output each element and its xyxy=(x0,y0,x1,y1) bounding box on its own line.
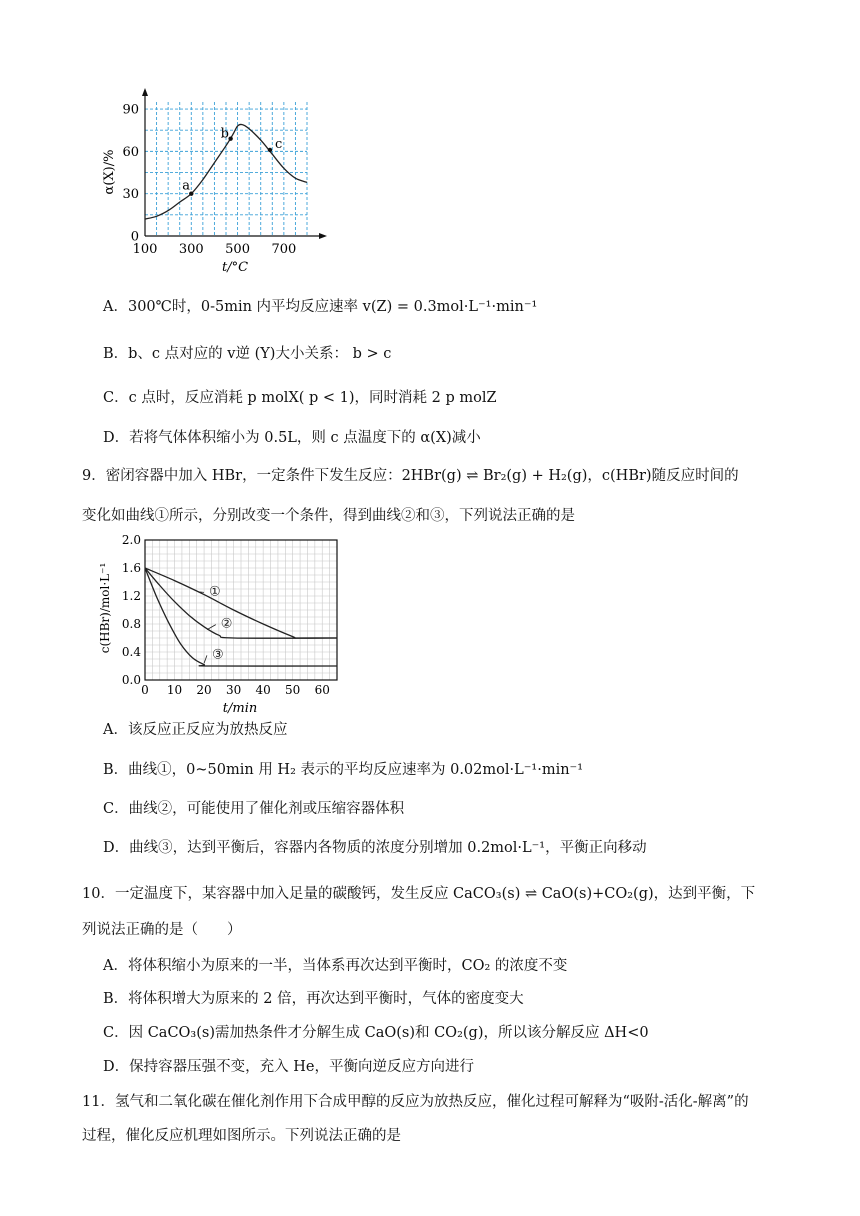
q11-stem-line1: 11．氢气和二氧化碳在催化剂作用下合成甲醇的反应为放热反应，催化过程可解释为“吸附-活化-解离”的 xyxy=(82,1094,749,1110)
series-label-3: ③ xyxy=(211,647,224,663)
y-axis-arrow xyxy=(142,88,148,96)
x-tick-label: 60 xyxy=(314,683,330,697)
y-tick-label: 2.0 xyxy=(121,533,141,547)
y-tick-label: 0.0 xyxy=(121,673,141,687)
q11-stem-line2: 过程，催化反应机理如图所示。下列说法正确的是 xyxy=(82,1128,401,1144)
chart1-axes xyxy=(142,88,327,239)
q10-option-c: C．因 CaCO₃(s)需加热条件才分解生成 CaO(s)和 CO₂(g)，所以该分解反应 ΔH<0 xyxy=(103,1025,649,1041)
y-tick-label: 30 xyxy=(122,187,139,203)
x-tick-label: 0 xyxy=(141,683,149,697)
x-tick-label: 700 xyxy=(271,242,297,257)
chart2-x-axis-label: t/min xyxy=(222,701,258,716)
chart1-y-axis-label: α(X)/% xyxy=(102,149,117,195)
chart2-tick-labels xyxy=(122,533,330,697)
y-tick-label: 0 xyxy=(130,229,139,245)
q8-option-c: C．c 点时，反应消耗 p molX( p < 1)，同时消耗 2 p molZ xyxy=(103,390,497,406)
q10-stem-line1: 10．一定温度下，某容器中加入足量的碳酸钙，发生反应 CaCO₃(s) ⇌ CaO(s)+CO₂(g)，达到平衡，下 xyxy=(82,886,756,902)
x-tick-label: 100 xyxy=(132,242,158,257)
chart1-grid xyxy=(145,102,307,236)
x-tick-label: 30 xyxy=(225,683,242,697)
point-label-b: b xyxy=(220,126,229,142)
series-label-2: ② xyxy=(220,616,233,632)
series-leader-3 xyxy=(204,655,207,663)
x-tick-label: 20 xyxy=(196,683,212,697)
y-tick-label: 60 xyxy=(122,144,139,160)
q10-option-b: B．将体积增大为原来的 2 倍，再次达到平衡时，气体的密度变大 xyxy=(103,991,524,1007)
point-label-a: a xyxy=(182,178,191,194)
y-tick-label: 90 xyxy=(122,102,139,118)
x-tick-label: 10 xyxy=(166,683,183,697)
point-c xyxy=(268,148,272,152)
chart2-y-axis-label: c(HBr)/mol·L⁻¹ xyxy=(98,562,112,654)
chart1-points xyxy=(182,127,282,196)
x-tick-label: 300 xyxy=(178,242,204,257)
q10-option-d: D．保持容器压强不变，充入 He，平衡向逆反应方向进行 xyxy=(103,1059,474,1075)
x-axis-arrow xyxy=(319,233,327,239)
q9-stem-line2: 变化如曲线①所示，分别改变一个条件，得到曲线②和③，下列说法正确的是 xyxy=(82,508,575,524)
q9-option-d: D．曲线③，达到平衡后，容器内各物质的浓度分别增加 0.2mol·L⁻¹，平衡正向移动 xyxy=(103,840,647,856)
series-label-1: ① xyxy=(208,584,221,600)
chart2-grid xyxy=(145,540,337,680)
y-tick-label: 0.4 xyxy=(121,645,141,659)
y-tick-label: 1.2 xyxy=(121,589,141,603)
point-b xyxy=(228,136,232,140)
x-tick-label: 40 xyxy=(255,683,271,697)
q10-option-a: A．将体积缩小为原来的一半，当体系再次达到平衡时，CO₂ 的浓度不变 xyxy=(103,958,568,974)
q9-option-c: C．曲线②，可能使用了催化剂或压缩容器体积 xyxy=(103,801,405,817)
q9-option-b: B．曲线①，0~50min 用 H₂ 表示的平均反应速率为 0.02mol·L⁻¹·min⁻¹ xyxy=(103,762,584,778)
q9-option-a: A．该反应正反应为放热反应 xyxy=(103,722,288,738)
q8-option-a: A．300℃时，0-5min 内平均反应速率 v(Z) = 0.3mol·L⁻¹·min⁻¹ xyxy=(103,299,538,315)
q10-stem-line2: 列说法正确的是（ ） xyxy=(82,922,242,938)
point-label-c: c xyxy=(274,136,283,152)
y-tick-label: 1.6 xyxy=(121,561,141,575)
q9-stem-line1: 9．密闭容器中加入 HBr，一定条件下发生反应：2HBr(g) ⇌ Br₂(g) + H₂(g)，c(HBr)随反应时间的 xyxy=(82,468,739,484)
chart1-tick-labels xyxy=(122,103,296,257)
alpha-temperature-chart xyxy=(95,88,335,278)
q8-option-d: D．若将气体体积缩小为 0.5L，则 c 点温度下的 α(X)减小 xyxy=(103,430,481,446)
x-tick-label: 50 xyxy=(285,683,301,697)
chart1-x-axis-label: t/°C xyxy=(221,260,249,275)
y-tick-label: 0.8 xyxy=(121,617,141,631)
q8-option-b: B．b、c 点对应的 v逆 (Y)大小关系： b > c xyxy=(103,346,392,362)
x-tick-label: 500 xyxy=(225,242,250,257)
hbr-concentration-chart xyxy=(95,530,355,716)
